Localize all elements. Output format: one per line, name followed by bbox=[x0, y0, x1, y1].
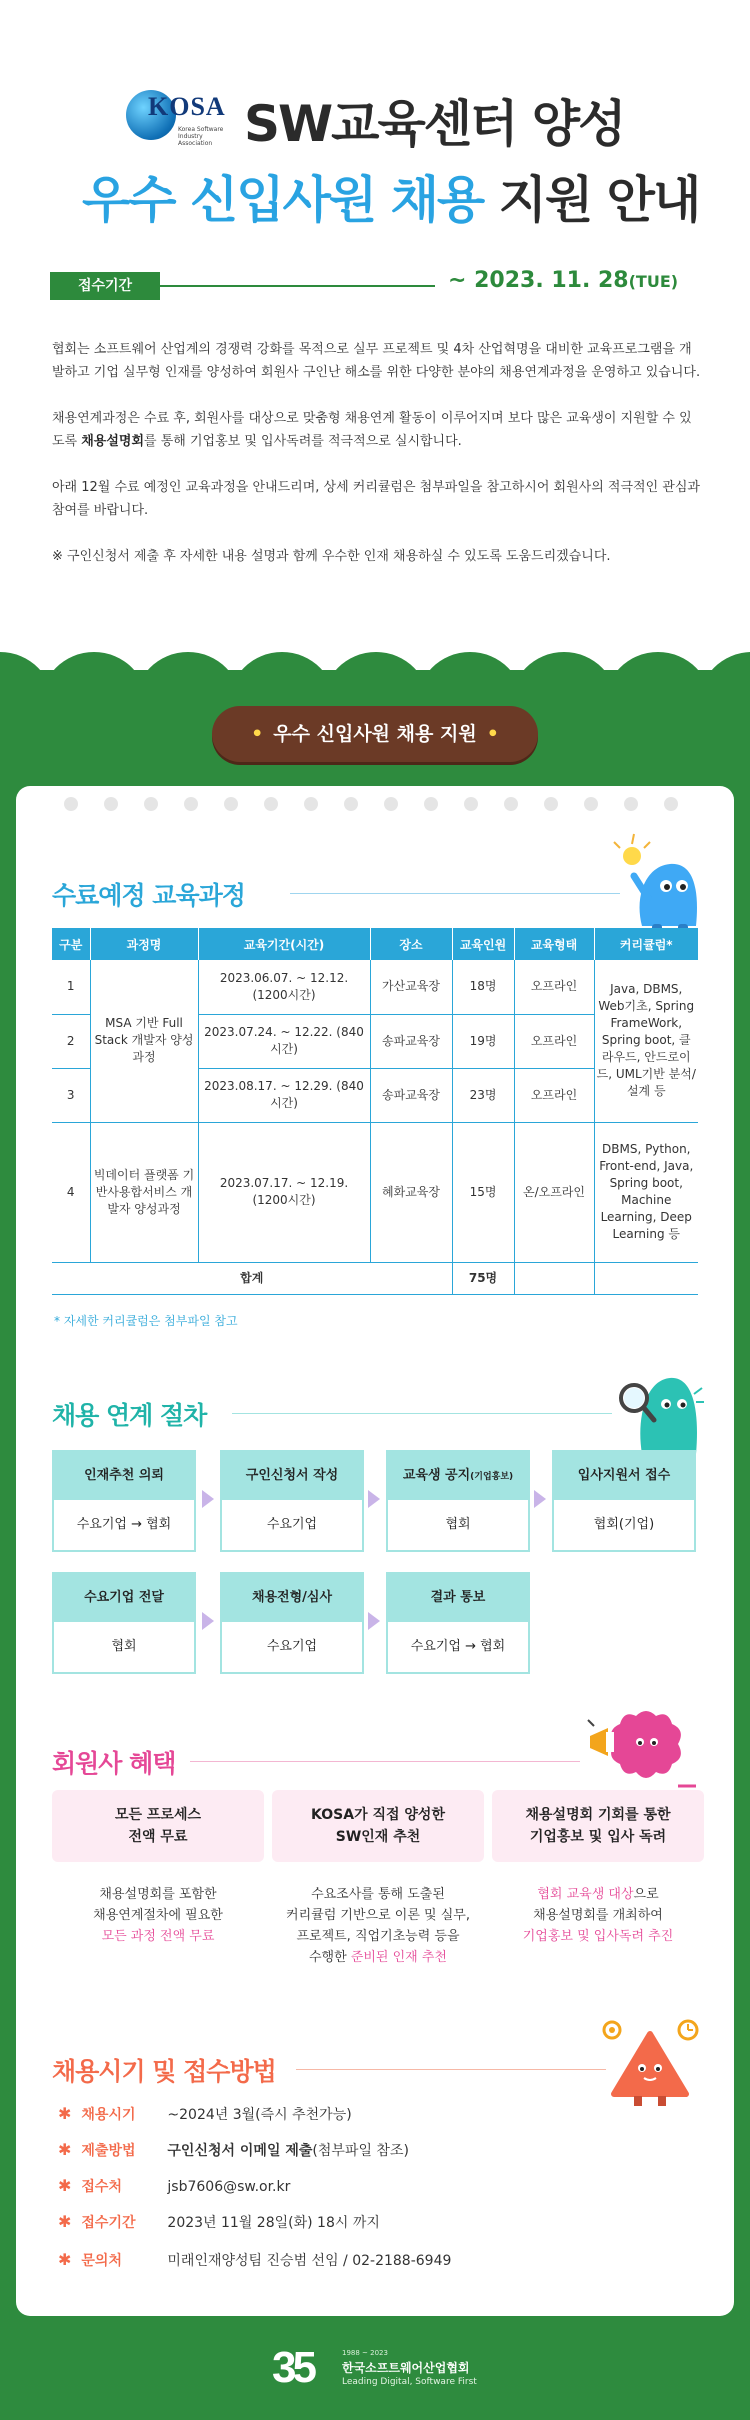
step-head: 수요기업 전달 bbox=[54, 1574, 194, 1622]
binder-hole bbox=[424, 797, 438, 811]
benefit-text-1 bbox=[52, 1884, 264, 1947]
benefit-text-2 bbox=[272, 1884, 484, 1968]
banner-label: 우수 신입사원 채용 지원 bbox=[273, 723, 477, 745]
step-body: 협회 bbox=[111, 1639, 137, 1654]
cell-period: 2023.07.17. ~ 12.19. (1200시간) bbox=[198, 1122, 370, 1262]
step-head: 결과 통보 bbox=[388, 1574, 528, 1622]
binder-hole bbox=[584, 797, 598, 811]
benefit-head-line2: 전액 무료 bbox=[128, 1829, 188, 1845]
binder-hole bbox=[464, 797, 478, 811]
process-step-4 bbox=[552, 1450, 696, 1552]
cell-curriculum: DBMS, Python, Front-end, Java, Spring boot, Machine Learning, Deep Learning 등 bbox=[594, 1122, 698, 1262]
step-body: 수요기업 bbox=[266, 1639, 318, 1654]
apply-label: 채용시기 bbox=[81, 2107, 136, 2123]
apply-label: 접수기간 bbox=[81, 2215, 136, 2231]
process-step-3 bbox=[386, 1450, 530, 1552]
apply-value: 미래인재양성팀 진승범 선임 / 02-2188-6949 bbox=[167, 2253, 452, 2269]
apply-row-method bbox=[58, 2140, 409, 2162]
arrow-right-icon bbox=[368, 1490, 380, 1508]
table-header: 교육형태 bbox=[514, 928, 594, 960]
apply-title-line bbox=[296, 2069, 606, 2070]
cell-period: 2023.06.07. ~ 12.12. (1200시간) bbox=[198, 960, 370, 1014]
binder-hole bbox=[384, 797, 398, 811]
benefit-text-line: 프로젝트, 직업기초능력 등을 bbox=[296, 1929, 460, 1944]
process-title: 채용 연계 절차 bbox=[52, 1401, 207, 1430]
benefit-head-line1: 채용설명회 기회를 통한 bbox=[525, 1807, 671, 1823]
benefits-title: 회원사 혜택 bbox=[52, 1749, 176, 1778]
apply-value-bold: 구인신청서 이메일 제출 bbox=[167, 2143, 313, 2159]
benefit-head-line1: KOSA가 직접 양성한 bbox=[311, 1807, 445, 1823]
blue-mascot-icon bbox=[612, 826, 704, 936]
intro-p2-bold: 채용설명회 bbox=[81, 434, 145, 449]
courses-table bbox=[52, 928, 698, 1295]
pink-mascot-icon bbox=[586, 1706, 698, 1792]
apply-row-email bbox=[58, 2176, 290, 2198]
process-step-2 bbox=[220, 1450, 364, 1552]
cell-period: 2023.07.24. ~ 12.22. (840시간) bbox=[198, 1014, 370, 1068]
table-header: 교육기간(시간) bbox=[198, 928, 370, 960]
benefit-box-2 bbox=[272, 1790, 484, 1862]
binder-hole bbox=[624, 797, 638, 811]
intro-paragraph-1: 협회는 소프트웨어 산업계의 경쟁력 강화를 목적으로 실무 프로젝트 및 4차 산업혁명을 대비한 교육프로그램을 개발하고 기업 실무형 인재를 양성하여 회원사 구인난 해소를 위한 다양한 분야의 채용연계과정을 운영하고 있습니다. bbox=[52, 342, 701, 380]
apply-value: ~2024년 3월(즉시 추천가능) bbox=[167, 2107, 352, 2123]
cell-count: 15명 bbox=[452, 1122, 514, 1262]
total-empty bbox=[594, 1262, 698, 1294]
asterisk-icon: ✱ bbox=[58, 2104, 72, 2123]
apply-title: 채용시기 및 접수방법 bbox=[52, 2057, 276, 2086]
cell-type: 오프라인 bbox=[514, 1014, 594, 1068]
benefit-text-line: 채용설명회를 포함한 bbox=[99, 1887, 217, 1902]
binder-hole bbox=[504, 797, 518, 811]
intro-p2-a: 채용연계과정은 수료 후, 회원사를 대상으로 맞춤형 채용연계 활동이 이루어지며 보다 많은 교육생이 지원할 수 있도록 bbox=[52, 411, 692, 449]
benefit-head-line2: SW인재 추천 bbox=[335, 1829, 421, 1845]
apply-row-deadline bbox=[58, 2212, 380, 2234]
cell-type: 온/오프라인 bbox=[514, 1122, 594, 1262]
footer-years: 1988 ~ 2023 bbox=[342, 2349, 388, 2357]
footer-anniversary-number: 35 bbox=[272, 2343, 313, 2392]
arrow-right-icon bbox=[534, 1490, 546, 1508]
benefit-text-highlight: 기업홍보 및 입사독려 추진 bbox=[522, 1929, 674, 1944]
table-header: 교육인원 bbox=[452, 928, 514, 960]
benefit-box-3 bbox=[492, 1790, 704, 1862]
cell-curriculum: Java, DBMS, Web기초, Spring FrameWork, Spring boot, 클라우드, 안드로이드, UML기반 분석/설계 등 bbox=[594, 960, 698, 1122]
teal-mascot-icon bbox=[616, 1358, 706, 1460]
cell-count: 19명 bbox=[452, 1014, 514, 1068]
asterisk-icon: ✱ bbox=[58, 2212, 72, 2231]
cell-course: 빅데이터 플랫폼 기반사용합서비스 개발자 양성과정 bbox=[90, 1122, 198, 1262]
arrow-right-icon bbox=[202, 1612, 214, 1630]
benefit-text-line: 채용설명회를 개최하여 bbox=[533, 1908, 663, 1923]
binder-hole bbox=[304, 797, 318, 811]
binder-hole bbox=[544, 797, 558, 811]
apply-label: 접수처 bbox=[81, 2179, 122, 2195]
table-header: 장소 bbox=[370, 928, 452, 960]
page-title-line2 bbox=[82, 160, 699, 232]
title-rest: 지원 안내 bbox=[498, 171, 700, 229]
apply-value bbox=[167, 2143, 409, 2159]
binder-hole bbox=[64, 797, 78, 811]
process-title-line bbox=[232, 1413, 612, 1414]
step-head: 구인신청서 작성 bbox=[222, 1452, 362, 1500]
page-title-line1: SW교육센터 양성 bbox=[244, 95, 625, 153]
footer-slogan: Leading Digital, Software First bbox=[342, 2377, 477, 2387]
step-head: 인재추천 의뢰 bbox=[54, 1452, 194, 1500]
benefit-text-line: 채용연계절차에 필요한 bbox=[93, 1908, 223, 1923]
process-step-1 bbox=[52, 1450, 196, 1552]
benefit-text-part: 수행한 bbox=[309, 1950, 351, 1965]
kosa-logo bbox=[126, 82, 236, 152]
step-body: 협회 bbox=[445, 1517, 471, 1532]
step-head: 채용전형/심사 bbox=[222, 1574, 362, 1622]
benefit-text-part: 으로 bbox=[633, 1887, 659, 1902]
apply-row-contact bbox=[58, 2250, 451, 2272]
asterisk-icon: ✱ bbox=[58, 2176, 72, 2195]
cell-type: 오프라인 bbox=[514, 960, 594, 1014]
process-step-6 bbox=[220, 1572, 364, 1674]
table-header: 커리큘럼* bbox=[594, 928, 698, 960]
cell-no: 2 bbox=[52, 1014, 90, 1068]
logo-text: KOSA bbox=[148, 92, 226, 121]
step-body: 협회(기업) bbox=[593, 1517, 655, 1532]
orange-mascot-icon bbox=[598, 2016, 702, 2108]
apply-value: 2023년 11월 28일(화) 18시 까지 bbox=[167, 2215, 380, 2231]
benefit-head-line2: 기업홍보 및 입사 독려 bbox=[529, 1829, 667, 1845]
table-row bbox=[52, 960, 698, 1014]
intro-paragraph-2 bbox=[52, 407, 702, 453]
process-step-7 bbox=[386, 1572, 530, 1674]
courses-footnote: * 자세한 커리큘럼은 첨부파일 참고 bbox=[54, 1314, 238, 1328]
cell-count: 23명 bbox=[452, 1068, 514, 1122]
courses-title: 수료예정 교육과정 bbox=[52, 881, 245, 910]
table-header: 구분 bbox=[52, 928, 90, 960]
banner-dot: • bbox=[251, 723, 264, 745]
apply-email-link[interactable]: jsb7606@sw.or.kr bbox=[167, 2179, 291, 2195]
binder-holes bbox=[64, 797, 694, 811]
table-total-row bbox=[52, 1262, 698, 1294]
binder-hole bbox=[224, 797, 238, 811]
cell-place: 송파교육장 bbox=[370, 1068, 452, 1122]
process-step-5 bbox=[52, 1572, 196, 1674]
apply-label: 제출방법 bbox=[81, 2143, 136, 2159]
title-highlight: 우수 신입사원 채용 bbox=[82, 171, 484, 229]
binder-hole bbox=[104, 797, 118, 811]
intro-text bbox=[52, 338, 702, 591]
deadline-date-text: ~ 2023. 11. 28 bbox=[448, 268, 629, 293]
cell-no: 1 bbox=[52, 960, 90, 1014]
benefits-title-line bbox=[190, 1761, 580, 1762]
asterisk-icon: ✱ bbox=[58, 2140, 72, 2159]
cell-count: 18명 bbox=[452, 960, 514, 1014]
table-header: 과정명 bbox=[90, 928, 198, 960]
step-head: 입사지원서 접수 bbox=[554, 1452, 694, 1500]
benefit-box-1 bbox=[52, 1790, 264, 1862]
apply-label: 문의처 bbox=[81, 2253, 122, 2269]
asterisk-icon: ✱ bbox=[58, 2250, 72, 2269]
step-head-text: 교육생 공지 bbox=[402, 1468, 471, 1483]
cell-place: 가산교육장 bbox=[370, 960, 452, 1014]
total-empty bbox=[514, 1262, 594, 1294]
cell-period: 2023.08.17. ~ 12.29. (840시간) bbox=[198, 1068, 370, 1122]
total-label: 합계 bbox=[52, 1262, 452, 1294]
benefit-head-line1: 모든 프로세스 bbox=[114, 1807, 202, 1823]
footer-org-name: 한국소프트웨어산업협회 bbox=[342, 2361, 470, 2375]
benefit-text-3 bbox=[492, 1884, 704, 1947]
apply-row-period bbox=[58, 2104, 352, 2126]
cell-course: MSA 기반 Full Stack 개발자 양성과정 bbox=[90, 960, 198, 1122]
courses-title-line bbox=[290, 893, 620, 894]
cell-place: 혜화교육장 bbox=[370, 1122, 452, 1262]
binder-hole bbox=[184, 797, 198, 811]
step-head bbox=[388, 1452, 528, 1500]
intro-paragraph-4: ※ 구인신청서 제출 후 자세한 내용 설명과 함께 우수한 인재 채용하실 수 있도록 도움드리겠습니다. bbox=[52, 549, 611, 564]
cell-type: 오프라인 bbox=[514, 1068, 594, 1122]
step-body: 수요기업 → 협회 bbox=[410, 1639, 506, 1654]
intro-paragraph-3: 아래 12월 수료 예정인 교육과정을 안내드리며, 상세 커리큘럼은 첨부파일을 참고하시어 회원사의 적극적인 관심과 참여를 바랍니다. bbox=[52, 480, 700, 518]
deadline-badge: 접수기간 bbox=[50, 272, 160, 300]
binder-hole bbox=[344, 797, 358, 811]
table-header-row bbox=[52, 928, 698, 960]
cell-no: 4 bbox=[52, 1122, 90, 1262]
arrow-right-icon bbox=[368, 1612, 380, 1630]
step-body: 수요기업 → 협회 bbox=[76, 1517, 172, 1532]
benefit-text-highlight: 모든 과정 전액 무료 bbox=[101, 1929, 215, 1944]
cell-place: 송파교육장 bbox=[370, 1014, 452, 1068]
binder-hole bbox=[144, 797, 158, 811]
benefit-text-line: 수요조사를 통해 도출된 bbox=[311, 1887, 445, 1902]
logo-subtitle: Korea Software Industry Association bbox=[178, 126, 224, 147]
benefit-text-highlight: 협회 교육생 대상 bbox=[537, 1887, 634, 1902]
arrow-right-icon bbox=[202, 1490, 214, 1508]
deadline-date bbox=[448, 268, 678, 293]
apply-value-rest: (첨부파일 참조) bbox=[312, 2143, 409, 2159]
header bbox=[0, 0, 750, 640]
binder-hole bbox=[664, 797, 678, 811]
cell-no: 3 bbox=[52, 1068, 90, 1122]
benefit-text-line bbox=[272, 1947, 484, 1968]
banner-dot: • bbox=[486, 723, 499, 745]
benefit-text-line bbox=[492, 1884, 704, 1905]
total-count: 75명 bbox=[452, 1262, 514, 1294]
table-row bbox=[52, 1122, 698, 1262]
step-head-small: (기업홍보) bbox=[470, 1472, 514, 1482]
benefit-text-line: 커리큘럼 기반으로 이론 및 실무, bbox=[286, 1908, 470, 1923]
footer-logo bbox=[272, 2343, 522, 2397]
benefit-text-highlight: 준비된 인재 추천 bbox=[350, 1950, 447, 1965]
deadline-weekday: (TUE) bbox=[628, 272, 679, 291]
intro-p2-c: 를 통해 기업홍보 및 입사독려를 적극적으로 실시합니다. bbox=[144, 434, 462, 449]
binder-hole bbox=[264, 797, 278, 811]
step-body: 수요기업 bbox=[266, 1517, 318, 1532]
section-banner bbox=[212, 706, 538, 762]
